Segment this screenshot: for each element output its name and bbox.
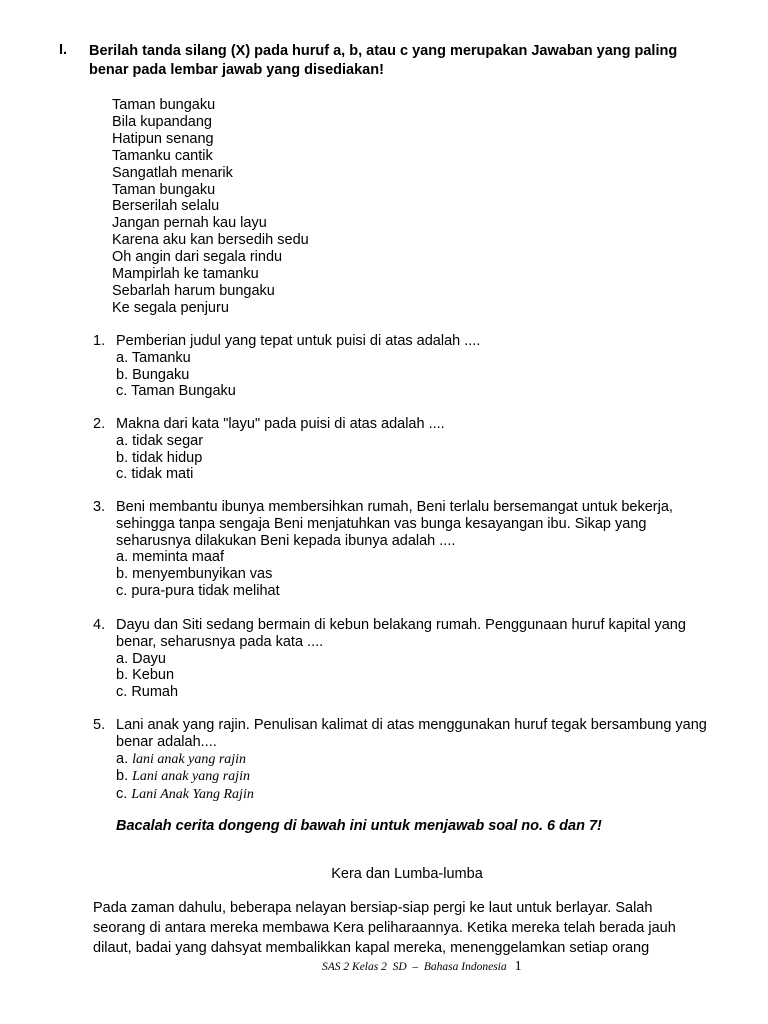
- option-letter: c.: [116, 684, 128, 701]
- option-b: [116, 367, 723, 384]
- option-text: Bungaku: [132, 366, 190, 383]
- option-b: [116, 566, 723, 583]
- question-3: [93, 499, 723, 600]
- poem-line: Ke segala penjuru: [112, 299, 229, 316]
- option-letter: c.: [116, 466, 128, 483]
- option-c: [116, 466, 723, 483]
- option-a: [116, 651, 723, 668]
- question-stem: Dayu dan Siti sedang bermain di kebun belakang rumah. Penggunaan huruf kapital yang benar, seharusnya pada kata ....: [116, 617, 686, 650]
- option-text: tidak hidup: [132, 449, 203, 466]
- option-b: [116, 450, 723, 467]
- option-letter: c.: [116, 383, 128, 400]
- question-stem: Lani anak yang rajin. Penulisan kalimat di atas menggunakan huruf tegak bersambung yang benar adalah....: [116, 717, 707, 750]
- option-letter: b.: [116, 449, 129, 466]
- option-letter: c.: [116, 786, 128, 803]
- option-a: [116, 549, 723, 566]
- option-c: [116, 786, 723, 804]
- question-2: [93, 416, 723, 483]
- option-text: tidak segar: [132, 432, 204, 449]
- poem-line: Bila kupandang: [112, 113, 212, 130]
- option-text: Rumah: [131, 684, 179, 701]
- poem-line: Taman bungaku: [112, 181, 216, 198]
- option-letter: b.: [116, 667, 129, 684]
- question-number: 5.: [93, 717, 106, 733]
- option-a: [116, 433, 723, 450]
- option-b: [116, 667, 723, 684]
- option-text: Lani anak yang rajin: [132, 769, 250, 785]
- section-instruction: Berilah tanda silang (X) pada huruf a, b, atau c yang merupakan Jawaban yang paling benar pada lembar jawab yang disediakan!: [89, 43, 678, 78]
- question-number: 3.: [93, 499, 106, 515]
- option-b: [116, 768, 723, 786]
- poem-line: Karena aku kan bersedih sedu: [112, 232, 309, 249]
- option-text: lani anak yang rajin: [132, 751, 247, 767]
- question-number: 1.: [93, 333, 106, 349]
- page-footer: [322, 959, 522, 975]
- story-body: [93, 898, 733, 959]
- poem-line: Oh angin dari segala rindu: [112, 249, 283, 266]
- option-text: tidak mati: [131, 466, 194, 483]
- page-number: 1: [514, 959, 522, 974]
- option-a: [116, 350, 723, 367]
- section-number: I.: [59, 42, 68, 58]
- question-5: [93, 717, 723, 804]
- question-stem: Beni membantu ibunya membersihkan rumah, Beni terlalu bersemangat untuk bekerja, sehingga tanpa sengaja Beni menjatuhkan vas bunga kesayangan ibu. Sikap yang seharusnya dilakukan Beni kepada ibunya adalah ....: [116, 499, 673, 549]
- poem-line: Mampirlah ke tamanku: [112, 266, 259, 283]
- option-letter: a.: [116, 549, 129, 566]
- option-text: Kebun: [132, 667, 175, 684]
- footer-text: SAS 2 Kelas 2 SD – Bahasa Indonesia: [322, 961, 507, 973]
- poem-line: Hatipun senang: [112, 130, 214, 147]
- option-text: Tamanku: [131, 349, 191, 366]
- option-letter: a.: [116, 432, 129, 449]
- option-text: Lani Anak Yang Rajin: [131, 787, 254, 803]
- question-4: [93, 617, 723, 701]
- option-c: [116, 684, 723, 701]
- option-text: menyembunyikan vas: [132, 566, 273, 583]
- option-letter: a.: [116, 349, 129, 366]
- option-letter: c.: [116, 582, 128, 599]
- option-a: [116, 751, 723, 769]
- option-c: [116, 383, 723, 400]
- story-line: dilaut, badai yang dahsyat membalikkan kapal mereka, menenggelamkan setiap orang: [93, 940, 650, 957]
- option-letter: a.: [116, 650, 129, 667]
- option-c: [116, 583, 723, 600]
- option-text: Taman Bungaku: [131, 383, 236, 400]
- question-stem: Makna dari kata "layu" pada puisi di atas adalah ....: [116, 416, 445, 432]
- question-1: [93, 333, 723, 400]
- option-text: meminta maaf: [132, 549, 224, 566]
- poem-line: Taman bungaku: [112, 97, 216, 113]
- poem: [112, 97, 309, 317]
- story-line: Pada zaman dahulu, beberapa nelayan bersiap-siap pergi ke laut untuk berlayar. Salah: [93, 900, 653, 916]
- option-letter: b.: [116, 566, 129, 583]
- poem-line: Sangatlah menarik: [112, 164, 233, 181]
- story-line: seorang di antara mereka membawa Kera peliharaannya. Ketika mereka telah berada jauh: [93, 920, 676, 937]
- poem-line: Sebarlah harum bungaku: [112, 282, 275, 299]
- poem-line: Jangan pernah kau layu: [112, 215, 267, 232]
- reading-instruction: Bacalah cerita dongeng di bawah ini untuk menjawab soal no. 6 dan 7!: [116, 818, 602, 834]
- question-stem: Pemberian judul yang tepat untuk puisi di atas adalah ....: [116, 333, 481, 349]
- poem-line: Tamanku cantik: [112, 147, 213, 164]
- option-letter: b.: [116, 768, 129, 785]
- question-number: 2.: [93, 416, 106, 432]
- option-text: pura-pura tidak melihat: [131, 582, 280, 599]
- poem-line: Berserilah selalu: [112, 198, 220, 215]
- option-letter: a.: [116, 750, 129, 767]
- question-number: 4.: [93, 617, 106, 633]
- option-text: Dayu: [132, 650, 166, 667]
- story-title: Kera dan Lumba-lumba: [331, 866, 483, 882]
- option-letter: b.: [116, 366, 129, 383]
